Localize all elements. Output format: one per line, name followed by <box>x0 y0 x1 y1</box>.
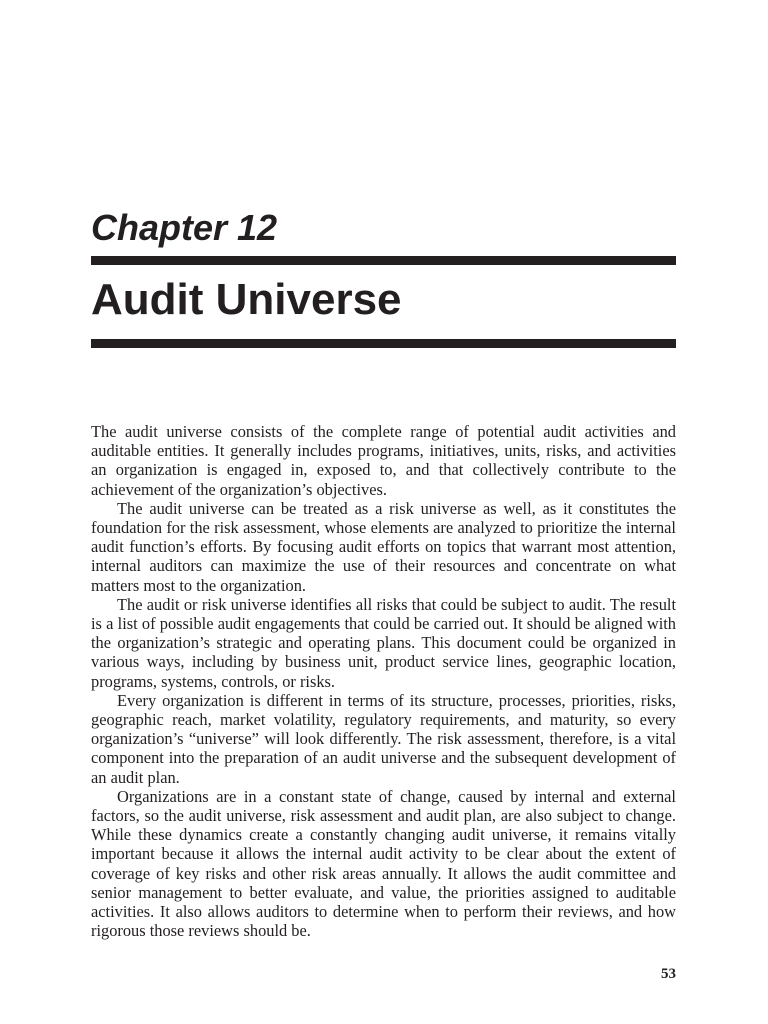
paragraph-4: Every organization is different in terms of its structure, processes, priorities, risks, geographic reach, market volatility, regulatory requirements, and maturity, so every organization’s “universe” will look differently. The risk assessment, therefore, is a vital component into the preparation of an audit universe and the subsequent development of an audit plan. <box>91 690 676 787</box>
chapter-label: Chapter 12 <box>91 207 278 248</box>
chapter-rule-top <box>91 256 676 265</box>
paragraph-2: The audit universe can be treated as a risk universe as well, as it constitutes the foundation for the risk assessment, whose elements are analyzed to prioritize the internal audit function’s efforts. By focusing audit efforts on topics that warrant most attention, internal auditors can maximize the use of their resources and concentrate on what matters most to the organization. <box>91 498 676 595</box>
paragraph-5: Organizations are in a constant state of change, caused by internal and external factors, so the audit universe, risk assessment and audit plan, are also subject to change. While these dynamics create a constantly changing audit universe, it remains vitally important because it allows the internal audit activity to be clear about the extent of coverage of key risks and other risk areas annually. It allows the audit committee and senior management to better evaluate, and value, the priorities assigned to auditable activities. It also allows auditors to determine when to perform their reviews, and how rigorous those reviews should be. <box>91 786 676 941</box>
page-number: 53 <box>661 966 676 982</box>
chapter-title: Audit Universe <box>91 275 402 324</box>
body-text <box>91 422 676 940</box>
paragraph-1: The audit universe consists of the complete range of potential audit activities and auditable entities. It generally includes programs, initiatives, units, risks, and activities an organization is engaged in, exposed to, and that collectively contribute to the achievement of the organization’s objectives. <box>91 422 676 499</box>
chapter-rule-bottom <box>91 339 676 348</box>
paragraph-3: The audit or risk universe identifies all risks that could be subject to audit. The result is a list of possible audit engagements that could be carried out. It should be aligned with the organization’s strategic and operating plans. This document could be organized in various ways, including by business unit, product service lines, geographic location, programs, systems, controls, or risks. <box>91 594 676 691</box>
